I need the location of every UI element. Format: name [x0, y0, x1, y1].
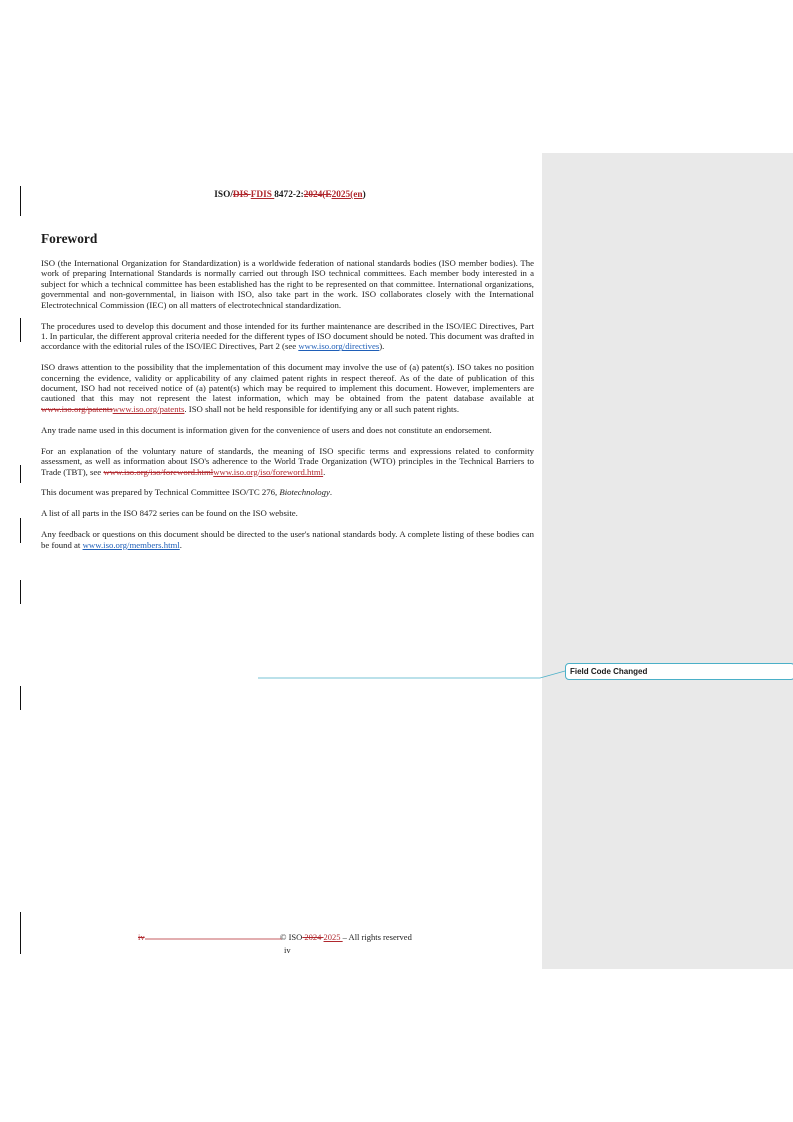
deleted-page-number: iv	[138, 932, 145, 942]
inserted-year: 2025(en	[331, 190, 363, 200]
header-number: 8472-2:	[274, 190, 304, 200]
paragraph-6: This document was prepared by Technical Committee ISO/TC 276, Biotechnology.	[41, 487, 333, 498]
paragraph-4: Any trade name used in this document is information given for the convenience of users and does not constitute an endorsement.	[41, 424, 492, 435]
paragraph-2: The procedures used to develop this document and those intended for its further maintenance are described in the ISO/IEC Directives, Part 1. In particular, the different approval criteria needed for the different types of ISO document should be noted. This document was drafted in accordance with the editorial rules of the ISO/IEC Directives, Part 2 (see www.iso.org/directives).	[41, 320, 534, 352]
deleted-year: 2024(E	[303, 190, 332, 200]
paragraph-5: For an explanation of the voluntary nature of standards, the meaning of ISO specific terms and expressions related to conformity assessment, as well as information about ISO's adherence to the World Trade Organization (WTO) principles in the Technical Barriers to Trade (TBT), see www.iso.org/iso/foreword.htmlwww.iso.org/iso/foreword.html.	[41, 445, 534, 477]
members-link[interactable]: www.iso.org/members.html	[82, 539, 180, 550]
page-number: iv	[284, 945, 291, 955]
committee-title: Biotechnology	[279, 487, 330, 498]
foreword-heading: Foreword	[41, 231, 98, 246]
header-prefix: ISO/	[214, 190, 233, 200]
paragraph-7: A list of all parts in the ISO 8472 series can be found on the ISO website.	[41, 508, 298, 519]
deleted-foreword-link: www.iso.org/iso/foreword.html	[103, 466, 214, 477]
header-close: )	[362, 190, 366, 200]
inserted-footer-year: 2025	[323, 932, 343, 942]
paragraph-3: ISO draws attention to the possibility that the implementation of this document may involve the use of (a) patent(s). ISO takes no position concerning the evidence, validity or applicability of any claimed patent rights in respect thereof. As of the date of publication of this document, ISO had not received notice of (a) patent(s) which may be required to implement this document. However, implementers are cautioned that this may not represent the latest information, which may be obtained from the patent database available at www.iso.org/patentswww.iso.org/patents. ISO shall not be held responsible for identifying any or all such patent rights.	[41, 362, 534, 414]
deleted-footer-year: 2024	[302, 932, 324, 942]
field-code-changed-balloon[interactable]: Field Code Changed	[565, 663, 793, 680]
copyright-footer: © ISO 2024 2025 – All rights reserved	[280, 932, 412, 942]
patents-link[interactable]: www.iso.org/patents	[112, 403, 185, 414]
paragraph-8: Any feedback or questions on this document should be directed to the user's national standards body. A complete listing of these bodies can be found at www.iso.org/members.html.	[41, 529, 534, 550]
directives-link[interactable]: www.iso.org/directives	[298, 341, 380, 352]
deleted-patents-link: www.iso.org/patents	[41, 403, 113, 414]
foreword-link[interactable]: www.iso.org/iso/foreword.html	[213, 466, 324, 477]
deleted-stage: DIS	[232, 190, 251, 200]
paragraph-1: ISO (the International Organization for Standardization) is a worldwide federation of national standards bodies (ISO member bodies). The work of preparing International Standards is normally carried out through ISO technical committees. Each member body interested in a subject for which a technical committee has been established has the right to be represented on that committee. International organizations, governmental and non-governmental, in liaison with ISO, also take part in the work. ISO collaborates closely with the International Electrotechnical Commission (IEC) on all matters of electrotechnical standardization.	[41, 258, 534, 310]
inserted-stage: FDIS	[250, 190, 275, 200]
